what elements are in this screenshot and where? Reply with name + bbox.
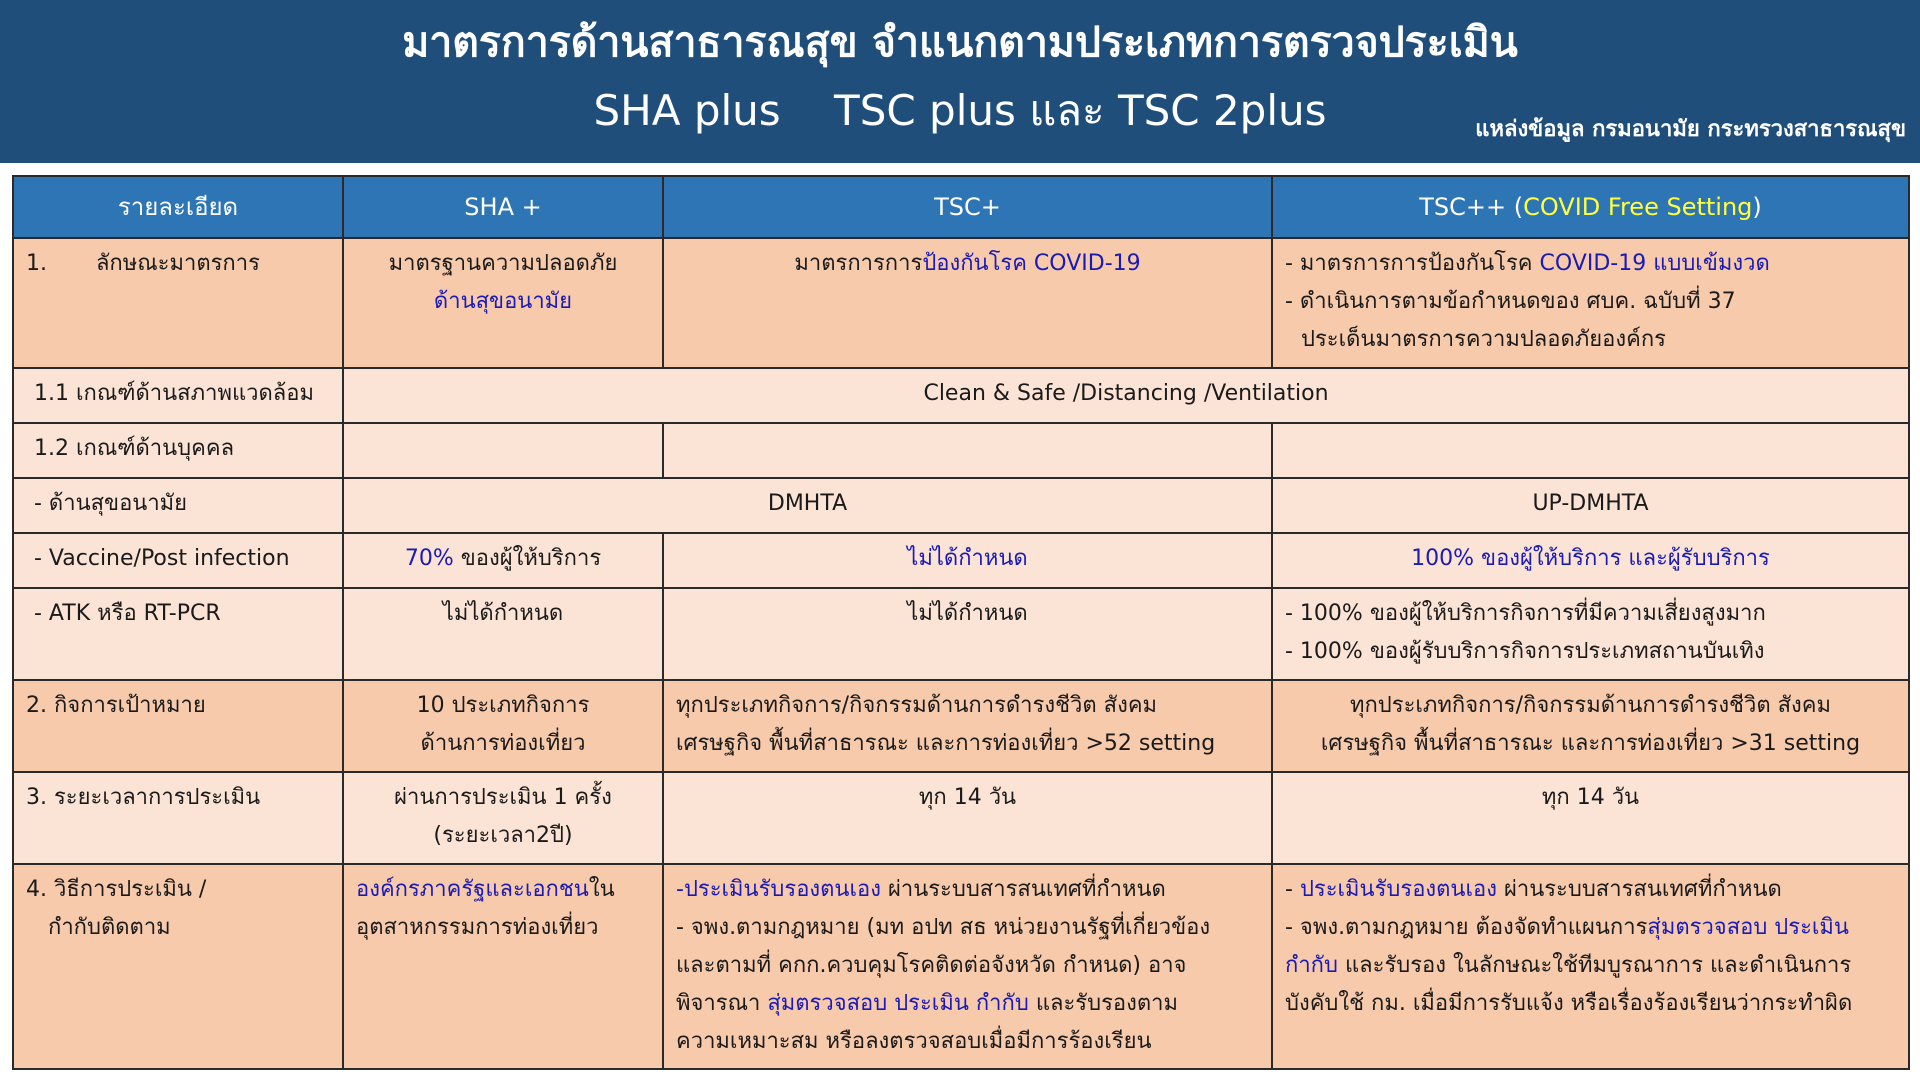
table-row	[13, 423, 1909, 478]
cell-text: เศรษฐกิจ พื้นที่สาธารณะ และการท่องเที่ยว >52 setting	[676, 731, 1216, 756]
row-label-environment: 1.1 เกณฑ์ด้านสภาพแวดล้อม	[13, 368, 343, 423]
cell-text-emphasis: องค์กรภาครัฐและเอกชน	[356, 877, 589, 902]
cell-text-emphasis: กำกับ	[1285, 953, 1338, 978]
table-row	[13, 680, 1909, 772]
cell-vaccine-tsc: ไม่ได้กำหนด	[663, 533, 1272, 588]
cell-text: และตามที่ คกก.ควบคุมโรคติดต่อจังหวัด กำหนด) อาจ	[676, 953, 1187, 978]
cell-text: บังคับใช้ กม. เมื่อมีการรับแจ้ง หรือเรื่องร้องเรียนว่ากระทำผิด	[1285, 991, 1853, 1016]
header-tsc-plus: TSC+	[663, 176, 1272, 238]
cell-text-emphasis: 70%	[404, 546, 454, 571]
cell-period-tsc: ทุก 14 วัน	[663, 772, 1272, 864]
cell-vaccine-tsc2: 100% ของผู้ให้บริการ และผู้รับบริการ	[1272, 533, 1909, 588]
table-row	[13, 478, 1909, 533]
cell-method-tsc2	[1272, 864, 1909, 1069]
cell-text: - มาตรการการป้องกันโรค	[1285, 251, 1540, 276]
title-banner	[0, 0, 1920, 163]
row-label-atk: - ATK หรือ RT-PCR	[13, 588, 343, 680]
row-label-hygiene: - ด้านสุขอนามัย	[13, 478, 343, 533]
table-row	[13, 588, 1909, 680]
cell-text: - จพง.ตามกฎหมาย (มท อปท สธ หน่วยงานรัฐที่เกี่ยวข้อง	[676, 915, 1211, 940]
table-row	[13, 772, 1909, 864]
table-row	[13, 238, 1909, 368]
cell-text: ผ่านระบบสารสนเทศที่กำหนด	[1496, 877, 1782, 902]
header-tsc-2plus	[1272, 176, 1909, 238]
cell-text: ความเหมาะสม หรือลงตรวจสอบเมื่อมีการร้องเรียน	[676, 1029, 1152, 1054]
row-label-assessment-method	[13, 864, 343, 1069]
cell-text: อุตสาหกรรมการท่องเที่ยว	[356, 915, 599, 940]
cell-empty	[1272, 423, 1909, 478]
cell-text: 4. วิธีการประเมิน /	[26, 877, 207, 902]
cell-text-emphasis: สุ่มตรวจสอบ ประเมิน	[1647, 915, 1849, 940]
cell-text-emphasis: สุ่มตรวจสอบ ประเมิน กำกับ	[767, 991, 1029, 1016]
page-title: มาตรการด้านสาธารณสุข จำแนกตามประเภทการตรวจประเมิน	[402, 18, 1518, 66]
page-subtitle: SHA plus TSC plus และ TSC 2plus	[593, 86, 1327, 135]
header-covid-free-setting: COVID Free Setting	[1523, 193, 1753, 221]
cell-text: เศรษฐกิจ พื้นที่สาธารณะ และการท่องเที่ยว >31 setting	[1320, 731, 1861, 756]
comparison-table	[12, 175, 1910, 1070]
cell-hygiene-tsc2: UP-DMHTA	[1272, 478, 1909, 533]
header-tsc-2plus-suffix: )	[1752, 193, 1762, 221]
cell-text: และรับรอง ในลักษณะใช้ทีมบูรณาการ และดำเนินการ	[1337, 953, 1852, 978]
cell-text: ผ่านการประเมิน 1 ครั้ง	[394, 785, 612, 810]
table-header-row	[13, 176, 1909, 238]
cell-text: - ดำเนินการตามข้อกำหนดของ ศบค. ฉบับที่ 37	[1285, 289, 1736, 314]
header-sha-plus: SHA +	[343, 176, 663, 238]
cell-text-emphasis: -ประเมินรับรองตนเอง	[676, 877, 881, 902]
cell-text: - 100% ของผู้รับบริการกิจการประเภทสถานบันเทิง	[1285, 639, 1765, 664]
row-label-personal: 1.2 เกณฑ์ด้านบุคคล	[13, 423, 343, 478]
cell-text-emphasis: ป้องกันโรค COVID-19	[922, 251, 1141, 276]
cell-text: ผ่านระบบสารสนเทศที่กำหนด	[880, 877, 1166, 902]
cell-atk-tsc2	[1272, 588, 1909, 680]
cell-atk-tsc: ไม่ได้กำหนด	[663, 588, 1272, 680]
cell-text: มาตรการการ	[794, 251, 923, 276]
cell-text: พิจารณา	[676, 991, 768, 1016]
cell-vaccine-sha	[343, 533, 663, 588]
cell-period-tsc2: ทุก 14 วัน	[1272, 772, 1909, 864]
cell-target-tsc2	[1272, 680, 1909, 772]
cell-period-sha	[343, 772, 663, 864]
table-row	[13, 864, 1909, 1069]
cell-text-emphasis: COVID-19 แบบเข้มงวด	[1539, 251, 1770, 276]
cell-empty	[343, 423, 663, 478]
row-label-measure-type: 1. ลักษณะมาตรการ	[13, 238, 343, 368]
row-label-vaccine: - Vaccine/Post infection	[13, 533, 343, 588]
table-row	[13, 368, 1909, 423]
source-note: แหล่งข้อมูล กรมอนามัย กระทรวงสาธารณสุข	[1475, 117, 1906, 142]
cell-text: ทุกประเภทกิจการ/กิจกรรมด้านการดำรงชีวิต สังคม	[1349, 693, 1832, 718]
cell-method-sha	[343, 864, 663, 1069]
cell-hygiene-sha-tsc: DMHTA	[343, 478, 1272, 533]
row-label-target-business: 2. กิจการเป้าหมาย	[13, 680, 343, 772]
cell-target-tsc	[663, 680, 1272, 772]
header-details: รายละเอียด	[13, 176, 343, 238]
row-label-assessment-period: 3. ระยะเวลาการประเมิน	[13, 772, 343, 864]
cell-text: -	[1285, 877, 1300, 902]
cell-tsc-measure	[663, 238, 1272, 368]
cell-text: ทุกประเภทกิจการ/กิจกรรมด้านการดำรงชีวิต สังคม	[676, 693, 1158, 718]
cell-text-emphasis: ประเมินรับรองตนเอง	[1299, 877, 1497, 902]
cell-text: และรับรองตาม	[1028, 991, 1178, 1016]
cell-text: ใน	[588, 877, 615, 902]
cell-text: - จพง.ตามกฎหมาย ต้องจัดทำแผนการ	[1285, 915, 1648, 940]
cell-text: - 100% ของผู้ให้บริการกิจการที่มีความเสี่ยงสูงมาก	[1285, 601, 1766, 626]
table-row	[13, 533, 1909, 588]
cell-target-sha	[343, 680, 663, 772]
cell-text: (ระยะเวลา2ปี)	[433, 823, 573, 848]
cell-text: มาตรฐานความปลอดภัย	[388, 251, 618, 276]
cell-text: กำกับติดตาม	[48, 915, 171, 940]
cell-empty	[663, 423, 1272, 478]
cell-text: ด้านการท่องเที่ยว	[420, 731, 586, 756]
cell-text: ของผู้ให้บริการ	[453, 546, 602, 571]
cell-text-emphasis: ด้านสุขอนามัย	[433, 289, 573, 314]
cell-text: ประเด็นมาตรการความปลอดภัยองค์กร	[1301, 327, 1666, 352]
cell-tsc2-measure	[1272, 238, 1909, 368]
cell-atk-sha: ไม่ได้กำหนด	[343, 588, 663, 680]
cell-text: 10 ประเภทกิจการ	[416, 693, 590, 718]
header-tsc-2plus-prefix: TSC++ (	[1419, 193, 1524, 221]
cell-environment-criteria: Clean & Safe /Distancing /Ventilation	[343, 368, 1909, 423]
cell-method-tsc	[663, 864, 1272, 1069]
cell-sha-measure	[343, 238, 663, 368]
